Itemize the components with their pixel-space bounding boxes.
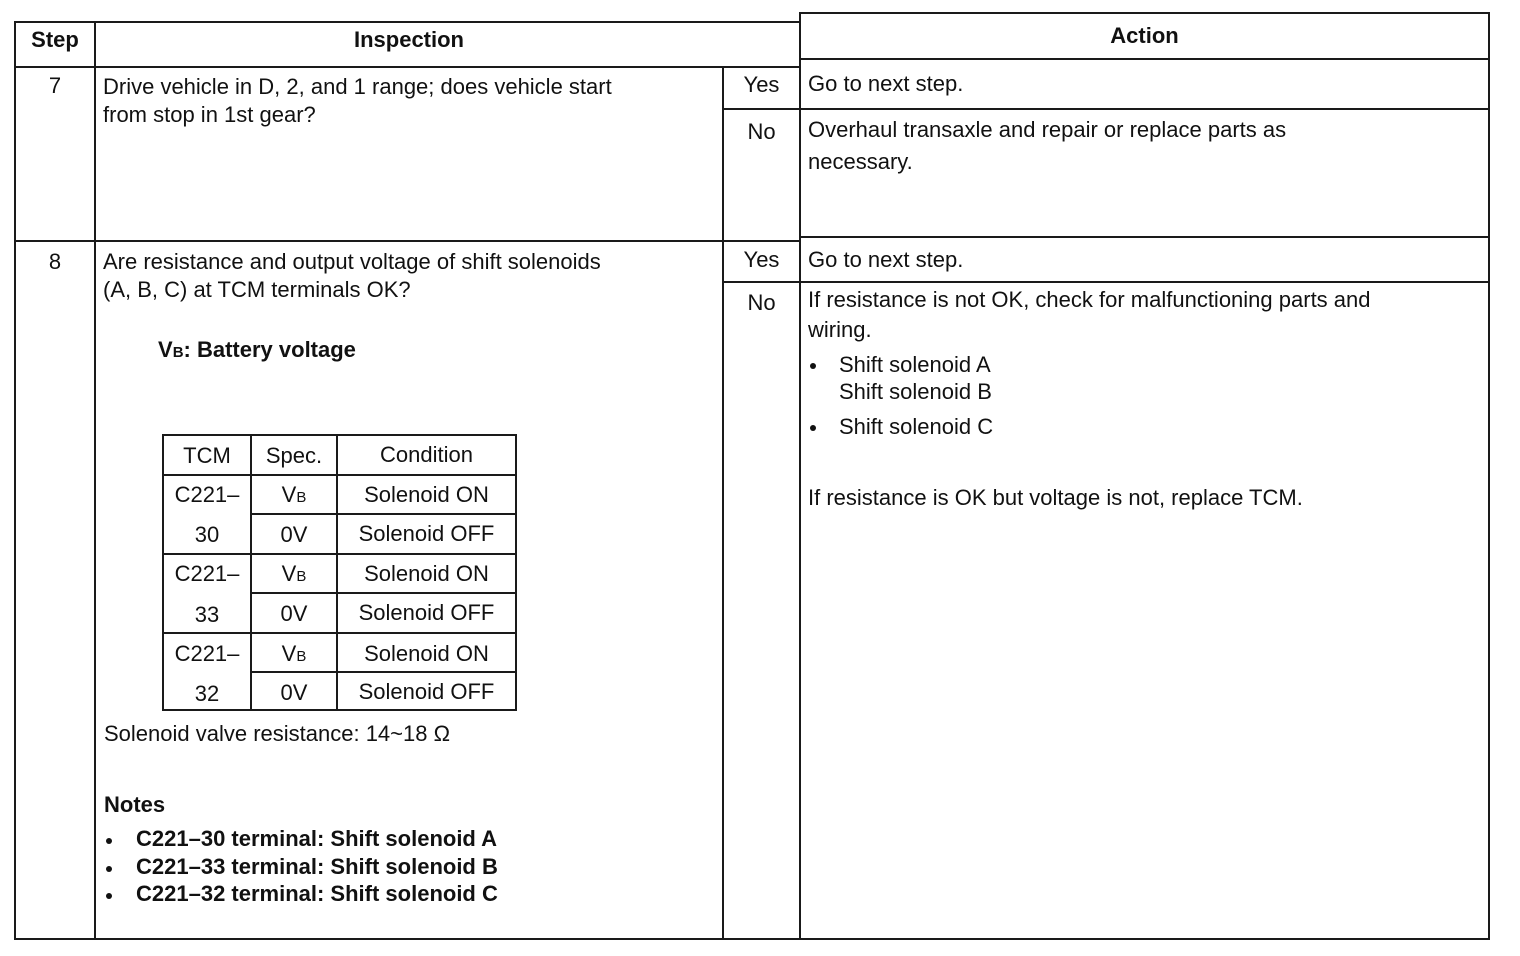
header-action: Action <box>1110 23 1179 48</box>
no-action-line: Overhaul transaxle and repair or replace parts as <box>808 117 1287 142</box>
no-action-line: If resistance is not OK, check for malfunctioning parts and <box>808 287 1371 312</box>
inspection-question-line: Drive vehicle in D, 2, and 1 range; does vehicle start <box>103 74 612 99</box>
yes-label: Yes <box>743 247 780 272</box>
condition-value: Solenoid ON <box>364 561 489 586</box>
note-item: C221–30 terminal: Shift solenoid A <box>136 826 498 851</box>
spec-value: 0V <box>280 601 308 626</box>
note-item: C221–33 terminal: Shift solenoid B <box>136 854 498 879</box>
spec-table-header: TCM <box>183 443 231 468</box>
spec-table-header: Condition <box>380 442 473 467</box>
inspection-question-line: from stop in 1st gear? <box>103 102 316 127</box>
bullet-icon <box>106 838 112 844</box>
no-action-line: necessary. <box>808 149 913 174</box>
tcm-terminal: 33 <box>194 602 220 627</box>
no-action-item: Shift solenoid C <box>839 414 994 439</box>
no-label: No <box>747 119 776 144</box>
spec-value: 0V <box>280 522 308 547</box>
tcm-terminal: C221– <box>174 561 240 586</box>
condition-value: Solenoid OFF <box>358 600 495 625</box>
no-label: No <box>747 290 776 315</box>
tcm-terminal: C221– <box>174 641 240 666</box>
tcm-terminal: 30 <box>194 522 220 547</box>
resistance-spec: Solenoid valve resistance: 14~18 Ω <box>104 721 451 746</box>
condition-value: Solenoid ON <box>364 641 489 666</box>
vb-definition: VB: Battery voltage <box>158 337 356 362</box>
inspection-question-line: Are resistance and output voltage of shift solenoids <box>103 249 601 274</box>
no-action-line: wiring. <box>808 317 872 342</box>
header-inspection: Inspection <box>353 27 464 52</box>
bullet-icon <box>106 893 112 899</box>
bullet-icon <box>106 866 112 872</box>
spec-table-header: Spec. <box>265 443 323 468</box>
tcm-terminal: C221– <box>174 482 240 507</box>
condition-value: Solenoid OFF <box>358 521 495 546</box>
bullet-icon <box>810 425 816 431</box>
yes-label: Yes <box>743 72 780 97</box>
step-number: 7 <box>48 73 62 98</box>
spec-value: VB <box>281 641 307 666</box>
no-action-item: Shift solenoid A <box>839 352 991 377</box>
bullet-icon <box>810 363 816 369</box>
condition-value: Solenoid ON <box>364 482 489 507</box>
inspection-question-line: (A, B, C) at TCM terminals OK? <box>103 277 411 302</box>
condition-value: Solenoid OFF <box>358 679 495 704</box>
spec-value: VB <box>281 482 307 507</box>
step-number: 8 <box>48 249 62 274</box>
no-action-item: Shift solenoid B <box>839 379 992 404</box>
tcm-terminal: 32 <box>194 681 220 706</box>
no-action-outro: If resistance is OK but voltage is not, replace TCM. <box>808 485 1303 510</box>
header-step: Step <box>31 27 79 52</box>
note-item: C221–32 terminal: Shift solenoid C <box>136 881 498 906</box>
spec-value: VB <box>281 561 307 586</box>
notes-title: Notes <box>104 792 166 817</box>
yes-action: Go to next step. <box>808 71 964 96</box>
yes-action: Go to next step. <box>808 247 964 272</box>
spec-value: 0V <box>280 680 308 705</box>
